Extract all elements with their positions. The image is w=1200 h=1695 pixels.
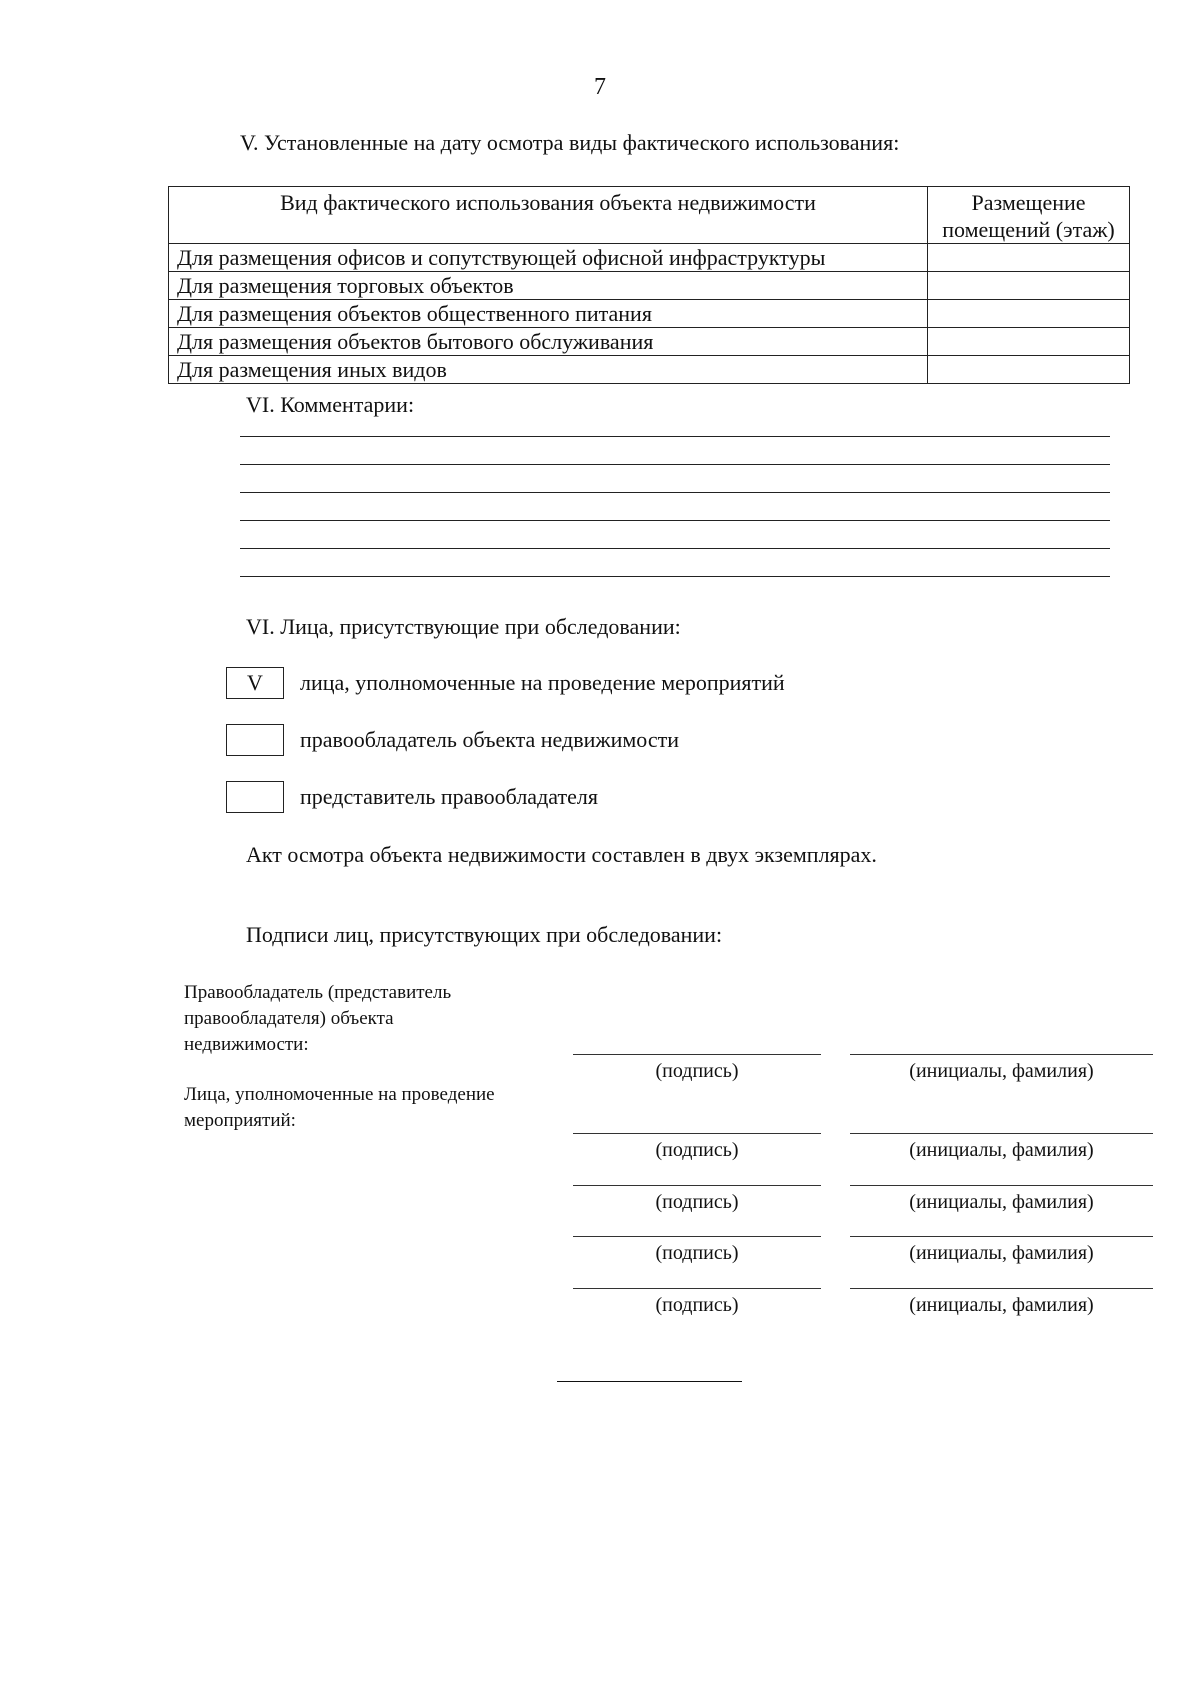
table-row	[169, 300, 1130, 328]
usage-cell: Для размещения торговых объектов	[169, 272, 928, 300]
header-floor: Размещение помещений (этаж)	[928, 187, 1130, 244]
option-owner[interactable]	[226, 723, 679, 757]
comment-line	[240, 520, 1110, 521]
floor-cell	[928, 272, 1130, 300]
option-label: представитель правообладателя	[300, 784, 598, 809]
signature-line[interactable]	[573, 1133, 821, 1134]
floor-cell	[928, 356, 1130, 384]
floor-cell	[928, 300, 1130, 328]
table-row	[169, 356, 1130, 384]
usage-cell: Для размещения офисов и сопутствующей офисной инфраструктуры	[169, 244, 928, 272]
table-row	[169, 328, 1130, 356]
owner-signatory-label: Правообладатель (представитель правообладателя) объекта недвижимости:	[184, 982, 452, 1055]
page-number: 7	[594, 74, 606, 100]
name-line[interactable]	[850, 1236, 1153, 1237]
signature-caption: (подпись)	[655, 1060, 739, 1082]
name-line[interactable]	[850, 1288, 1153, 1289]
end-of-document-rule	[557, 1381, 742, 1382]
name-caption: (инициалы, фамилия)	[909, 1060, 1094, 1082]
floor-cell	[928, 244, 1130, 272]
name-line[interactable]	[850, 1133, 1153, 1134]
name-line[interactable]	[850, 1185, 1153, 1186]
name-caption: (инициалы, фамилия)	[909, 1139, 1094, 1161]
checkbox[interactable]	[226, 781, 284, 813]
comment-line	[240, 548, 1110, 549]
comment-line	[240, 436, 1110, 437]
comment-line	[240, 464, 1110, 465]
act-statement: Акт осмотра объекта недвижимости составлен в двух экземплярах.	[246, 842, 877, 867]
checkbox[interactable]: V	[226, 667, 284, 699]
signature-caption: (подпись)	[655, 1139, 739, 1161]
name-caption: (инициалы, фамилия)	[909, 1191, 1094, 1213]
comment-line	[240, 492, 1110, 493]
authorized-signatory-label: Лица, уполномоченные на проведение мероприятий:	[184, 1084, 495, 1131]
signature-caption: (подпись)	[655, 1294, 739, 1316]
persons-title: VI. Лица, присутствующие при обследовании:	[246, 614, 681, 639]
option-authorized-persons[interactable]	[226, 666, 785, 700]
section-5-title: V. Установленные на дату осмотра виды фактического использования:	[240, 130, 900, 155]
signature-caption: (подпись)	[655, 1242, 739, 1264]
comments-title: VI. Комментарии:	[246, 392, 415, 417]
usage-cell: Для размещения объектов бытового обслуживания	[169, 328, 928, 356]
name-caption: (инициалы, фамилия)	[909, 1294, 1094, 1316]
header-usage: Вид фактического использования объекта недвижимости	[169, 187, 928, 244]
option-label: правообладатель объекта недвижимости	[300, 727, 679, 752]
checkbox[interactable]	[226, 724, 284, 756]
floor-cell	[928, 328, 1130, 356]
signatures-title: Подписи лиц, присутствующих при обследовании:	[246, 922, 723, 947]
usage-cell: Для размещения иных видов	[169, 356, 928, 384]
usage-table	[168, 186, 1130, 384]
option-owner-representative[interactable]	[226, 780, 598, 814]
signature-line[interactable]	[573, 1185, 821, 1186]
signature-line[interactable]	[573, 1236, 821, 1237]
signature-line[interactable]	[573, 1288, 821, 1289]
signature-caption: (подпись)	[655, 1191, 739, 1213]
table-row	[169, 272, 1130, 300]
option-label: лица, уполномоченные на проведение мероприятий	[300, 670, 785, 695]
name-caption: (инициалы, фамилия)	[909, 1242, 1094, 1264]
table-row	[169, 244, 1130, 272]
table-header-row	[169, 187, 1130, 244]
comment-line	[240, 576, 1110, 577]
signature-line[interactable]	[573, 1054, 821, 1055]
usage-cell: Для размещения объектов общественного питания	[169, 300, 928, 328]
name-line[interactable]	[850, 1054, 1153, 1055]
